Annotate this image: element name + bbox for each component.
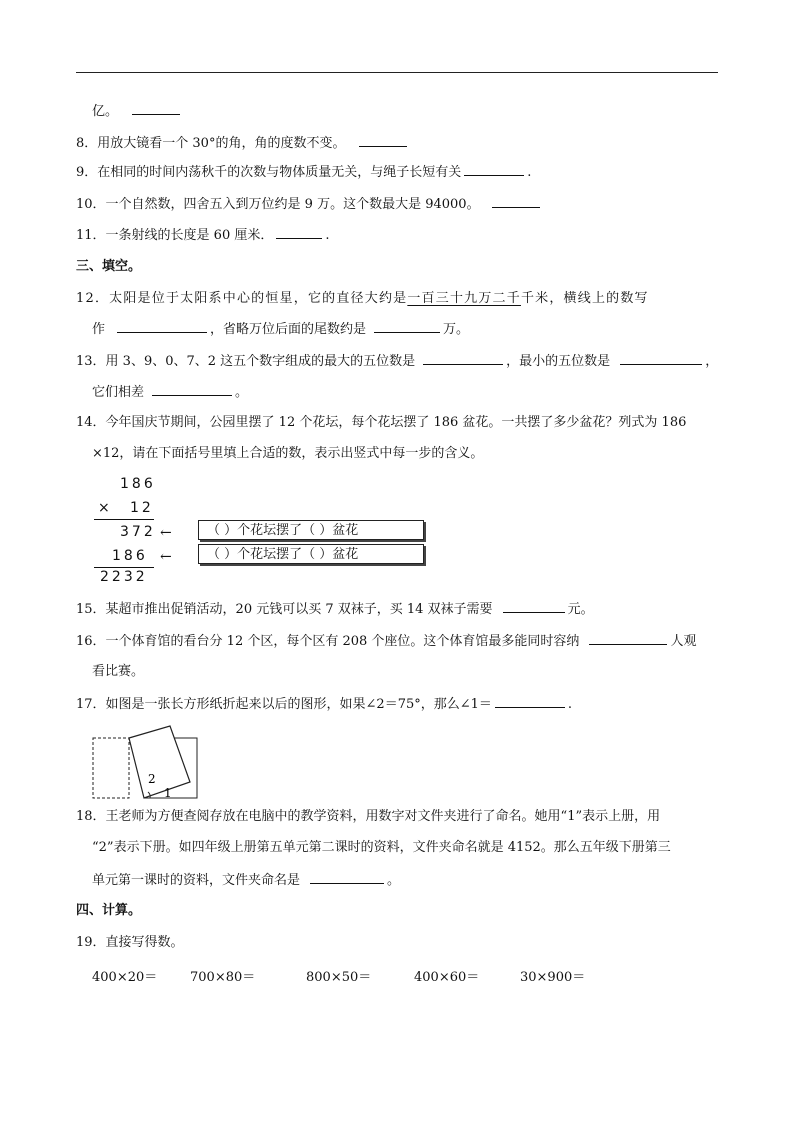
calc-line: [94, 519, 154, 520]
question-14: 14．今年国庆节期间，公园里摆了 12 个花坛，每个花坛摆了 186 盆花。一共摆了多少盆花？列式为 186: [76, 415, 687, 430]
calc-line: [94, 567, 154, 568]
calc-item-4: 400×60＝: [414, 970, 480, 985]
question-18-line3: 单元第一课时的资料，文件夹命名是 。: [92, 873, 401, 888]
answer-blank[interactable]: [423, 352, 503, 365]
question-10: 10．一个自然数，四舍五入到万位约是 9 万。这个数最大是 94000。: [76, 195, 543, 214]
section-3-heading: 三、填空。: [76, 259, 142, 274]
question-16: 16．一个体育馆的看台分 12 个区，每个区有 208 个座位。这个体育馆最多能同时容纳 人观: [76, 634, 697, 649]
question-12-line2: 作 ，省略万位后面的尾数约是 万。: [92, 322, 470, 337]
answer-blank[interactable]: [276, 226, 322, 239]
answer-blank[interactable]: [464, 163, 524, 176]
header-rule: [76, 72, 718, 73]
question-9: 9．在相同的时间内荡秋千的次数与物体质量无关，与绳子长短有关 .: [76, 165, 532, 180]
answer-blank[interactable]: [117, 320, 207, 333]
answer-blank[interactable]: [503, 600, 565, 613]
angle-2-label: 2: [148, 772, 156, 786]
q7-continuation: 亿。: [92, 102, 183, 121]
times-sign: ×: [98, 500, 113, 516]
answer-blank[interactable]: [132, 102, 180, 115]
calc-item-3: 800×50＝: [306, 970, 372, 985]
product: 2232: [100, 569, 148, 585]
folded-paper-figure: [92, 722, 202, 802]
answer-blank[interactable]: [492, 195, 540, 208]
question-13-line2: 它们相差 。: [92, 385, 249, 400]
question-12: 12．太阳是位于太阳系中心的恒星，它的直径大约是一百三十九万二千千米，横线上的数写: [76, 291, 649, 306]
calc-item-2: 700×80＝: [190, 970, 256, 985]
multiplier: 12: [130, 500, 154, 516]
vertical-multiplication: [90, 474, 440, 584]
answer-blank[interactable]: [359, 134, 407, 147]
question-14-line2: ×12，请在下面括号里填上合适的数，表示出竖式中每一步的含义。: [92, 446, 484, 461]
question-18: 18．王老师为方便查阅存放在电脑中的教学资料，用数字对文件夹进行了命名。她用“1”表示上册，用: [76, 809, 661, 824]
meaning-box-1[interactable]: （ ）个花坛摆了（ ）盆花: [198, 520, 424, 540]
arrow-2: ←: [160, 549, 172, 565]
question-8: 8．用放大镜看一个 30°的角，角的度数不变。: [76, 134, 410, 153]
question-11: 11．一条射线的长度是 60 厘米． .: [76, 228, 330, 243]
answer-blank[interactable]: [620, 352, 702, 365]
folded-flap: [129, 726, 190, 798]
multiplicand: 186: [120, 476, 156, 492]
answer-blank[interactable]: [374, 320, 440, 333]
calc-item-1: 400×20＝: [92, 970, 158, 985]
calc-item-5: 30×900＝: [520, 970, 586, 985]
partial-product-1: 372: [120, 524, 156, 540]
partial-product-2: 186: [112, 548, 148, 564]
question-13: 13．用 3、9、0、7、2 这五个数字组成的最大的五位数是 ，最小的五位数是 ，: [76, 354, 719, 369]
answer-blank[interactable]: [495, 695, 565, 708]
question-19: 19．直接写得数。: [76, 935, 184, 950]
folded-away-part: [93, 738, 129, 798]
answer-blank[interactable]: [310, 871, 384, 884]
section-4-heading: 四、计算。: [76, 903, 142, 918]
arrow-1: ←: [160, 525, 172, 541]
question-15: 15．某超市推出促销活动，20 元钱可以买 7 双袜子，买 14 双袜子需要 元。: [76, 602, 594, 617]
meaning-box-2[interactable]: （ ）个花坛摆了（ ）盆花: [198, 544, 424, 564]
question-18-line2: “2”表示下册。如四年级上册第五单元第二课时的资料，文件夹命名就是 4152。那么五年级下册第三: [92, 840, 671, 855]
angle-1-label: 1: [164, 786, 172, 800]
answer-blank[interactable]: [589, 632, 667, 645]
answer-blank[interactable]: [152, 383, 232, 396]
question-17: 17．如图是一张长方形纸折起来以后的图形，如果∠2＝75°，那么∠1＝ .: [76, 697, 573, 712]
question-16-line2: 看比赛。: [92, 664, 145, 679]
